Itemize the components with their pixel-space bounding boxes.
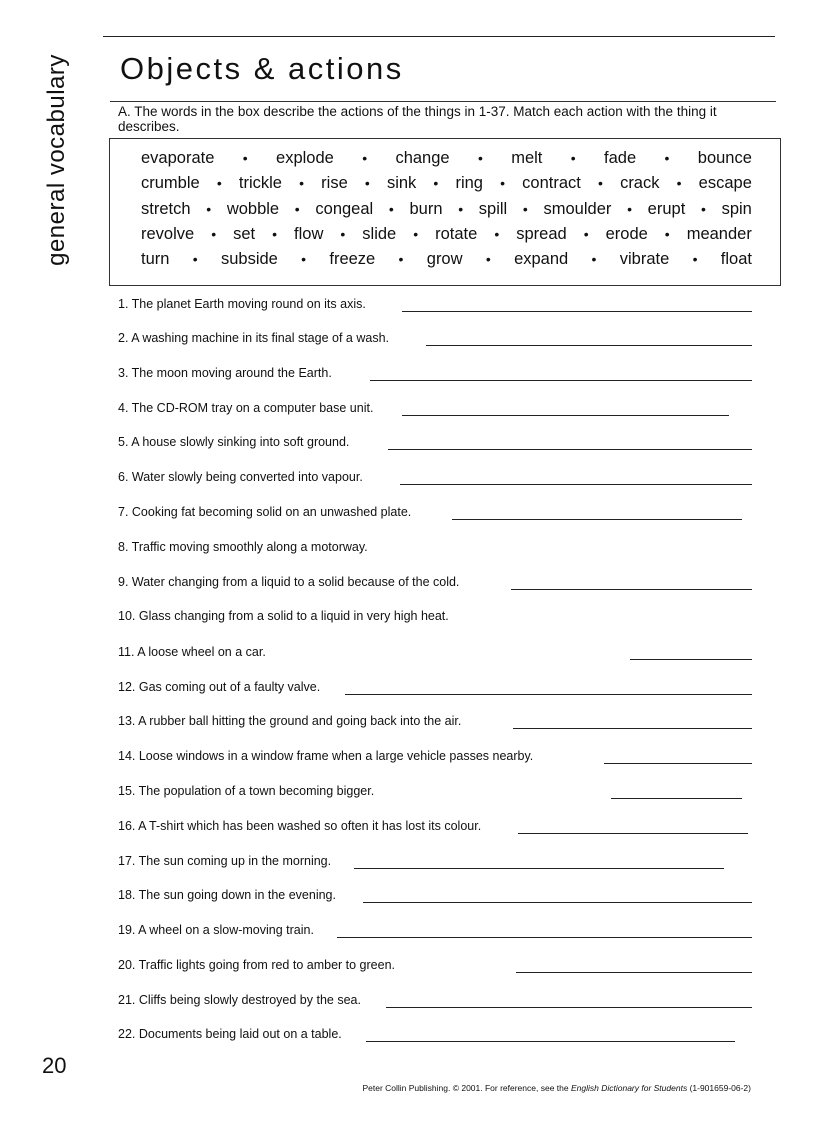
question-item: 15. The population of a town becoming bigger.	[118, 784, 375, 798]
word-box-row	[141, 197, 752, 222]
word-box-word: meander	[686, 224, 752, 243]
word-separator: •	[413, 225, 419, 242]
word-box-word: crack	[620, 174, 660, 193]
word-separator: •	[242, 150, 248, 166]
question-item: 20. Traffic lights going from red to amber to green.	[118, 958, 395, 972]
word-box-word: float	[720, 250, 752, 269]
question-item: 16. A T-shirt which has been washed so often it has lost its colour.	[118, 819, 482, 833]
word-separator: •	[500, 175, 506, 192]
instruction-text: A. The words in the box describe the actions of the things in 1-37. Match each action with the thing it describes.	[118, 104, 717, 134]
word-box-word: contract	[522, 174, 581, 193]
word-box-word: rotate	[435, 224, 478, 243]
word-box-word: subside	[220, 250, 278, 269]
word-separator: •	[301, 251, 307, 268]
answer-line[interactable]	[345, 694, 752, 695]
word-separator: •	[299, 175, 305, 192]
answer-line[interactable]	[386, 1007, 752, 1008]
word-box-word: fade	[604, 149, 637, 167]
word-separator: •	[398, 251, 404, 268]
word-box-word: wobble	[226, 199, 280, 218]
word-separator: •	[583, 225, 589, 242]
word-box-row	[141, 222, 752, 247]
word-box-word: crumble	[141, 174, 200, 193]
answer-line[interactable]	[363, 902, 752, 903]
word-box-word: spread	[516, 224, 567, 243]
word-separator: •	[364, 175, 370, 192]
word-box-word: spin	[721, 199, 752, 218]
question-item: 10. Glass changing from a solid to a liquid in very high heat.	[118, 609, 449, 623]
word-box-word: freeze	[329, 250, 376, 269]
top-rule	[103, 36, 775, 37]
instruction-rule	[110, 101, 776, 102]
question-item: 7. Cooking fat becoming solid on an unwashed plate.	[118, 505, 412, 519]
word-separator: •	[192, 251, 198, 268]
question-item: 22. Documents being laid out on a table.	[118, 1027, 342, 1041]
word-box-word: congeal	[315, 199, 374, 218]
question-item: 18. The sun going down in the evening.	[118, 888, 336, 902]
word-separator: •	[692, 251, 698, 268]
word-box-word: grow	[426, 250, 463, 269]
answer-line[interactable]	[604, 763, 752, 764]
question-item: 1. The planet Earth moving round on its axis.	[118, 297, 366, 311]
question-item: 8. Traffic moving smoothly along a motorway.	[118, 540, 368, 554]
word-box-word: evaporate	[141, 149, 215, 167]
word-box-word: turn	[141, 250, 170, 269]
word-box-word: erode	[605, 224, 648, 243]
question-item: 12. Gas coming out of a faulty valve.	[118, 680, 321, 694]
word-separator: •	[272, 225, 278, 242]
question-item: 5. A house slowly sinking into soft ground.	[118, 435, 350, 449]
sidebar-label: general vocabulary	[43, 54, 70, 266]
answer-line[interactable]	[518, 833, 748, 834]
word-box-word: smoulder	[543, 199, 612, 218]
answer-line[interactable]	[511, 589, 752, 590]
answer-line[interactable]	[337, 937, 752, 938]
page-number: 20	[42, 1053, 67, 1078]
word-separator: •	[362, 150, 368, 166]
word-box-word: rise	[321, 174, 348, 193]
word-box-word: ring	[455, 174, 483, 193]
word-box-word: trickle	[238, 174, 282, 193]
word-box-word: expand	[514, 250, 569, 269]
footer-prefix: Peter Collin Publishing. © 2001. For reference, see the	[362, 1083, 571, 1093]
word-box	[109, 138, 781, 286]
word-box-word: erupt	[647, 199, 686, 218]
word-box-word: set	[233, 224, 256, 243]
answer-line[interactable]	[366, 1041, 735, 1042]
word-separator: •	[485, 251, 491, 268]
word-box-word: revolve	[141, 224, 195, 243]
question-item: 11. A loose wheel on a car.	[118, 645, 266, 659]
answer-line[interactable]	[402, 311, 752, 312]
word-box-row	[141, 247, 752, 272]
answer-line[interactable]	[402, 415, 729, 416]
word-box-word: sink	[386, 174, 417, 193]
footer-credit	[362, 1083, 751, 1093]
word-separator: •	[522, 200, 528, 217]
word-separator: •	[676, 175, 682, 192]
word-separator: •	[664, 225, 670, 242]
word-box-row	[141, 146, 752, 171]
word-box-word: spill	[478, 199, 508, 218]
footer-book-title: English Dictionary for Students	[570, 1083, 688, 1093]
page-title: Objects & actions	[120, 51, 404, 86]
question-item: 6. Water slowly being converted into vapour.	[118, 470, 363, 484]
word-box-word: flow	[294, 224, 324, 243]
footer-suffix: (1-901659-06-2)	[687, 1083, 751, 1093]
answer-line[interactable]	[630, 659, 752, 660]
word-box-word: explode	[276, 149, 334, 167]
word-box-word: stretch	[141, 199, 191, 218]
answer-line[interactable]	[370, 380, 752, 381]
answer-line[interactable]	[452, 519, 742, 520]
answer-line[interactable]	[354, 868, 724, 869]
question-item: 13. A rubber ball hitting the ground and going back into the air.	[118, 714, 462, 728]
word-separator: •	[211, 225, 217, 242]
word-separator: •	[388, 200, 394, 217]
word-separator: •	[477, 150, 483, 166]
word-box-word: change	[395, 149, 450, 167]
word-separator: •	[206, 200, 212, 217]
answer-line[interactable]	[400, 484, 752, 485]
word-separator: •	[458, 200, 464, 217]
question-item: 21. Cliffs being slowly destroyed by the sea.	[118, 993, 361, 1007]
question-item: 3. The moon moving around the Earth.	[118, 366, 332, 380]
word-box-word: escape	[698, 174, 752, 193]
word-separator: •	[627, 200, 632, 217]
answer-line[interactable]	[516, 972, 752, 973]
word-separator: •	[433, 175, 439, 192]
question-item: 19. A wheel on a slow-moving train.	[118, 923, 314, 937]
answer-line[interactable]	[611, 798, 742, 799]
word-box-word: slide	[362, 224, 397, 243]
word-separator: •	[216, 175, 222, 192]
word-separator: •	[340, 225, 346, 242]
word-box-row	[141, 171, 752, 196]
word-box-word: bounce	[697, 149, 752, 167]
question-item: 14. Loose windows in a window frame when a large vehicle passes nearby.	[118, 749, 534, 763]
word-separator: •	[591, 251, 597, 268]
word-separator: •	[700, 200, 706, 217]
word-box-word: vibrate	[619, 250, 670, 269]
answer-line[interactable]	[426, 345, 752, 346]
word-separator: •	[494, 225, 500, 242]
question-item: 17. The sun coming up in the morning.	[118, 854, 332, 868]
word-separator: •	[294, 200, 300, 217]
answer-line[interactable]	[513, 728, 752, 729]
word-box-word: melt	[511, 149, 543, 167]
word-box-word: burn	[409, 199, 443, 218]
question-item: 2. A washing machine in its final stage of a wash.	[118, 331, 389, 345]
word-separator: •	[664, 150, 670, 166]
word-separator: •	[598, 175, 603, 192]
word-separator: •	[570, 150, 576, 166]
question-item: 9. Water changing from a liquid to a solid because of the cold.	[118, 575, 460, 589]
answer-line[interactable]	[388, 449, 752, 450]
question-item: 4. The CD-ROM tray on a computer base unit.	[118, 401, 374, 415]
